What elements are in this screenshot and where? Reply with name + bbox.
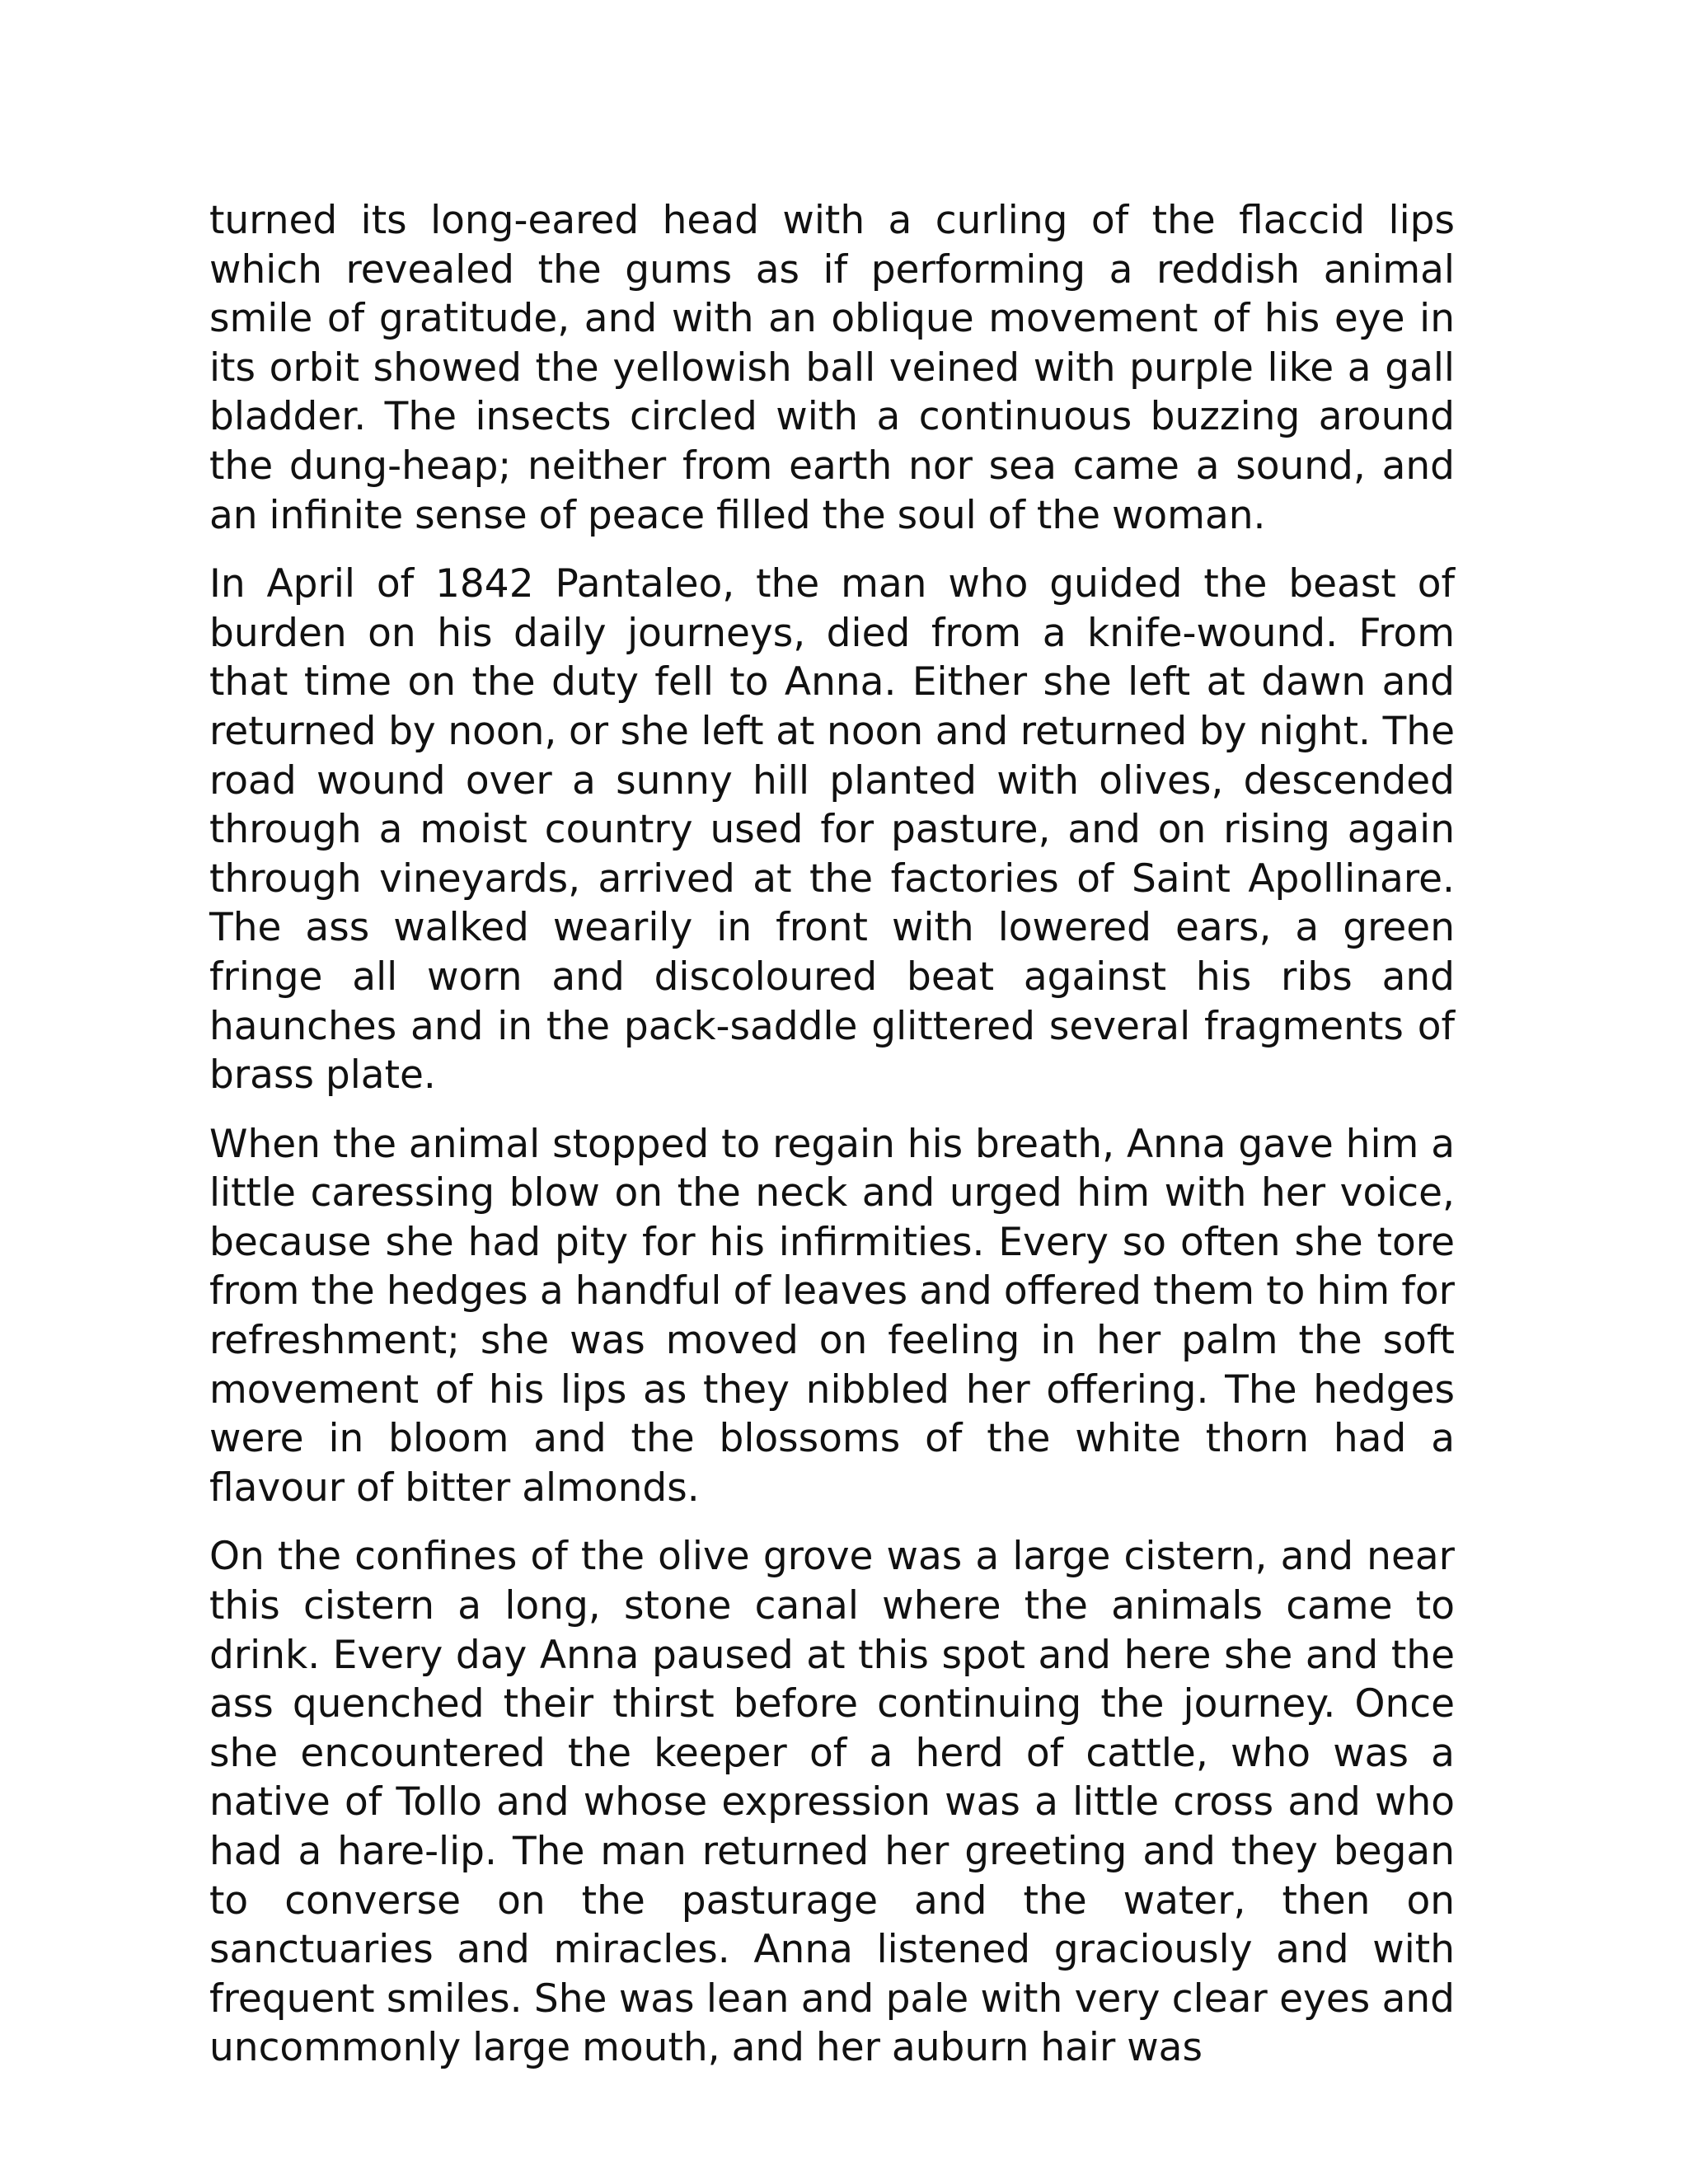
paragraph-3: When the animal stopped to regain his breath, Anna gave him a little caressing blow on the neck and urged him with her voice, because she had pity for his infirmities. Every so often she tore from the hedges a handful of leaves and offered them to him for refreshment; she was moved on feeling in her palm the soft movement of his lips as they nibbled her offering. The hedges were in bloom and the blossoms of the white thorn had a flavour of bitter almonds. (209, 1121, 1455, 1511)
paragraph-1: turned its long-eared head with a curling of the flaccid lips which revealed the gums as if performing a reddish animal smile of gratitude, and with an oblique movement of his eye in its orbit showed the yellowish ball veined with purple like a gall bladder. The insects circled with a continuous buzzing around the dung-heap; neither from earth nor sea came a sound, and an infinite sense of peace filled the soul of the woman. (209, 198, 1455, 538)
paragraph-2: In April of 1842 Pantaleo, the man who guided the beast of burden on his daily journeys, died from a knife-wound. From that time on the duty fell to Anna. Either she left at dawn and returned by noon, or she left at noon and returned by night. The road wound over a sunny hill planted with olives, descended through a moist country used for pasture, and on rising again through vineyards, arrived at the factories of Saint Apollinare. The ass walked wearily in front with lowered ears, a green fringe all worn and discoloured beat against his ribs and haunches and in the pack-saddle glittered several fragments of brass plate. (209, 561, 1455, 1099)
paragraph-4: On the confines of the olive grove was a large cistern, and near this cistern a long, stone canal where the animals came to drink. Every day Anna paused at this spot and here she and the ass quenched their thirst before continuing the journey. Once she encountered the keeper of a herd of cattle, who was a native of Tollo and whose expression was a little cross and who had a hare-lip. The man returned her greeting and they began to converse on the pasturage and the water, then on sanctuaries and miracles. Anna listened graciously and with frequent smiles. She was lean and pale with very clear eyes and uncommonly large mouth, and her auburn hair was (209, 1534, 1455, 2071)
body-text (209, 196, 1455, 2093)
